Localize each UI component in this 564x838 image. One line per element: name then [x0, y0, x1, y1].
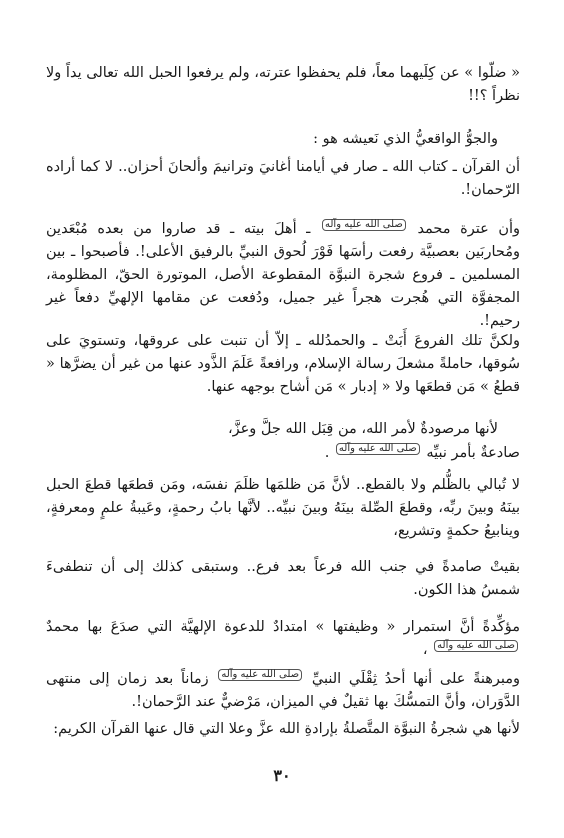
- paragraph-6: [46, 418, 520, 441]
- paragraph-1-text: « ضلّوا » عن كِلَيهما معاً، فلم يحفظوا عترته، ولم يرفعوا الحبل الله تعالى يداً ولا نظراً ؟!!: [46, 65, 520, 104]
- paragraph-6-text: لأنها مرصودةٌ لأمر الله، من قِبَل الله جلَّ وعزَّ،: [227, 421, 498, 437]
- paragraph-12-text: لأنها هي شجرةُ النبوَّة المتَّصلةُ بإرادةِ الله عزَّ وعلا التي قال عنها القرآن الكريم:: [53, 721, 520, 737]
- paragraph-5: [46, 330, 520, 399]
- paragraph-8: [46, 474, 520, 543]
- paragraph-12: [46, 718, 520, 741]
- paragraph-4-text: وأن عترة محمد: [417, 221, 520, 237]
- paragraph-9: [46, 556, 520, 602]
- paragraph-2: [46, 128, 520, 151]
- paragraph-5-text: ولكنَّ تلك الفروعَ أَبَتْ ـ والحمدُلله ـ إلاّ أن تنبت على عروقها، وتستويَ على سُوقها، حاملةً مشعلَ رسالة الإسلام، ورافعةً عَلَمَ الذَّود عنها من غير أن يضرَّها « قطعُ » مَن قطعَها ولا « إدبار » مَن أشاح بوجهه عنها.: [46, 333, 520, 395]
- paragraph-4-text-cont: ـ أهلَ بيته ـ قد صاروا من بعده مُبْعَدين ومُحاربَين بعصبيَّة رفعت رأسَها فَوْرَ لُحوق النبيِّ بالرفيق الأعلى!. فأصبحوا ـ بين المسلمين ـ فروع شجرة النبوَّة المقطوعة الأصل، الموتورة الحقّ، المظلومة، المجفوَّة التي هُجرت هجراً غير جميل، ودُفعت عن مقامها الإلهيِّ دفعاً غير رحيم!.: [46, 221, 520, 329]
- salawat-mark: صلى الله عليه وآله: [322, 219, 406, 231]
- paragraph-7-text: صادعةٌ بأمر نبيِّه: [426, 445, 520, 461]
- paragraph-10-text: مؤكِّدةً أنَّ استمرار « وظيفتها » امتدادٌ للدعوة الإلهيَّة التي صدَعَ بها محمدٌ: [46, 619, 520, 635]
- paragraph-2-text: والجوُّ الواقعيُّ الذي نَعيشه هو :: [313, 131, 498, 147]
- paragraph-3-text: أن القرآن ـ كتاب الله ـ صار في أيامنا أغانيَ وترانيمَ وألحانَ أحزان.. لا كما أراده الرّحمان!.: [46, 159, 520, 198]
- paragraph-7: [46, 442, 520, 465]
- salawat-mark: صلى الله عليه وآله: [218, 669, 302, 681]
- paragraph-3: [46, 156, 520, 202]
- paragraph-8-text: لا تُبالي بالظُّلم ولا بالقطع.. لأنَّ مَن ظلمَها ظلَمَ نفسَه، ومَن قطعَها قطعَ الحبل بينَهُ وبينَ ربِّه، وقطعَ الصِّلة بينَهُ وبينَ نبيِّه.. لأنَّها بابُ رحمةٍ، وعَيبةُ علمٍ ومعرفةٍ، وينابيعُ حكمةٍ وتشريع،: [46, 477, 520, 539]
- salawat-mark: صلى الله عليه وآله: [434, 640, 518, 652]
- paragraph-7-text-cont: .: [324, 445, 330, 461]
- page-number: ٣٠: [273, 766, 291, 785]
- salawat-mark: صلى الله عليه وآله: [336, 443, 420, 455]
- paragraph-1: [46, 62, 520, 108]
- paragraph-10: [46, 616, 520, 662]
- paragraph-9-text: بقيتْ صامدةً في جنب الله فرعاً بعد فرع.. وستبقى كذلك إلى أن تنطفىءَ شمسُ هذا الكون.: [46, 559, 520, 598]
- paragraph-10-text-cont: ،: [422, 642, 428, 658]
- paragraph-11-text-cont: زماناً بعد زمان إلى منتهى الدَّوَران، وأنَّ التمسُّكَ بها ثقيلٌ في الميزان، مَرْضيٌّ عند الرَّحمان!.: [46, 671, 520, 710]
- paragraph-11: [46, 668, 520, 714]
- paragraph-11-text: ومبرهنةً على أنها أحدُ ثِقْلَي النبيِّ: [311, 671, 521, 687]
- paragraph-4: [46, 218, 520, 333]
